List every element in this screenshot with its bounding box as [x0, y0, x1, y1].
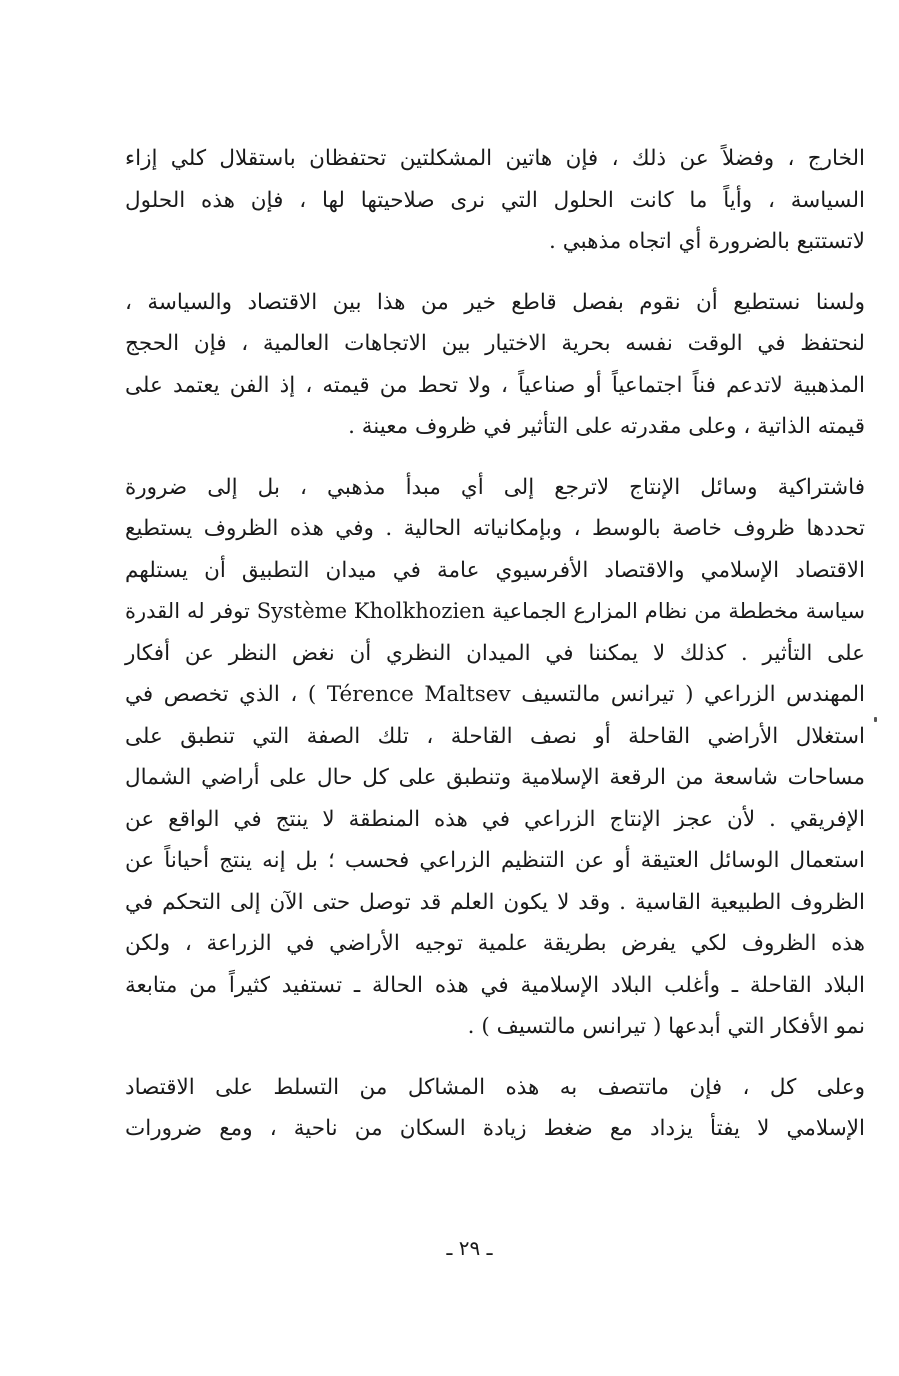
paragraph-4: [125, 1067, 865, 1150]
text-line: الظروف الطبيعية القاسية . وقد لا يكون العلم قد توصل حتى الآن إلى التحكم في: [125, 889, 865, 915]
text-line: فاشتراكية وسائل الإنتاج لاترجع إلى أي مبدأ مذهبي ، بل إلى ضرورة: [125, 474, 865, 500]
page-number: ـ ٢٩ ـ: [446, 1236, 493, 1260]
paragraph-1: [125, 138, 865, 263]
text-line: السياسة ، وأياً ما كانت الحلول التي نرى صلاحيتها لها ، فإن هذه الحلول: [125, 187, 865, 213]
text-line: المذهبية لاتدعم فناً اجتماعياً أو صناعياً ، ولا تحط من قيمته ، إذ الفن يعتمد على: [125, 372, 865, 398]
text-line: تحددها ظروف خاصة بالوسط ، وبإمكانياته الحالية . وفي هذه الظروف يستطيع: [125, 516, 865, 541]
paragraph-2: [125, 282, 865, 448]
body-text: [125, 138, 865, 1150]
text-line: الاقتصاد الإسلامي والاقتصاد الأفرسيوي عامة في ميدان التطبيق أن يستلهم: [125, 557, 865, 583]
text-line: ولسنا نستطيع أن نقوم بفصل قاطع خير من هذا بين الاقتصاد والسياسة ،: [125, 289, 865, 315]
text-line: المهندس الزراعي ( تيرانس مالتسيف Térence Maltsev ) ، الذي تخصص في: [125, 682, 865, 707]
text-line: مساحات شاسعة من الرقعة الإسلامية وتنطبق على كل حال على أراضي الشمال: [125, 765, 865, 790]
text-line: قيمته الذاتية ، وعلى مقدرته على التأثير في ظروف معينة .: [348, 414, 865, 439]
text-line: استغلال الأراضي القاحلة أو نصف القاحلة ، تلك الصفة التي تنطبق على: [125, 723, 865, 749]
text-line: هذه الظروف لكي يفرض بطريقة علمية توجيه الأراضي في الزراعة ، ولكن: [125, 931, 865, 956]
text-line: وعلى كل ، فإن ماتتصف به هذه المشاكل من التسلط على الاقتصاد: [125, 1074, 865, 1100]
text-line: لنحتفظ في الوقت نفسه بحرية الاختيار بين الاتجاهات العالمية ، فإن الحجج: [125, 331, 865, 356]
text-line: لاتستتبع بالضرورة أي اتجاه مذهبي .: [549, 229, 865, 254]
text-line: البلاد القاحلة ـ وأغلب البلاد الإسلامية في هذه الحالة ـ تستفيد كثيراً من متابعة: [125, 972, 865, 998]
text-line: على التأثير . كذلك لا يمكننا في الميدان النظري أن نغض النظر عن أفكار: [125, 640, 865, 666]
text-line: استعمال الوسائل العتيقة أو عن التنظيم الزراعي فحسب ؛ بل إنه ينتج أحياناً عن: [125, 848, 865, 873]
text-line: الخارج ، وفضلاً عن ذلك ، فإن هاتين المشكلتين تحتفظان باستقلال كلي إزاء: [125, 146, 865, 171]
text-line: نمو الأفكار التي أبدعها ( تيرانس مالتسيف ) .: [467, 1014, 865, 1039]
text-line: سياسة مخططة من نظام المزارع الجماعية Système Kholkhozien توفر له القدرة: [125, 599, 865, 623]
text-line: الإسلامي لا يفتأ يزداد مع ضغط زيادة السكان من ناحية ، ومع ضرورات: [125, 1116, 865, 1141]
paragraph-3: [125, 467, 865, 1048]
text-line: الإفريقي . لأن عجز الإنتاج الزراعي في هذه المنطقة لا ينتج في الواقع عن: [125, 806, 865, 832]
margin-dot: [874, 717, 877, 722]
